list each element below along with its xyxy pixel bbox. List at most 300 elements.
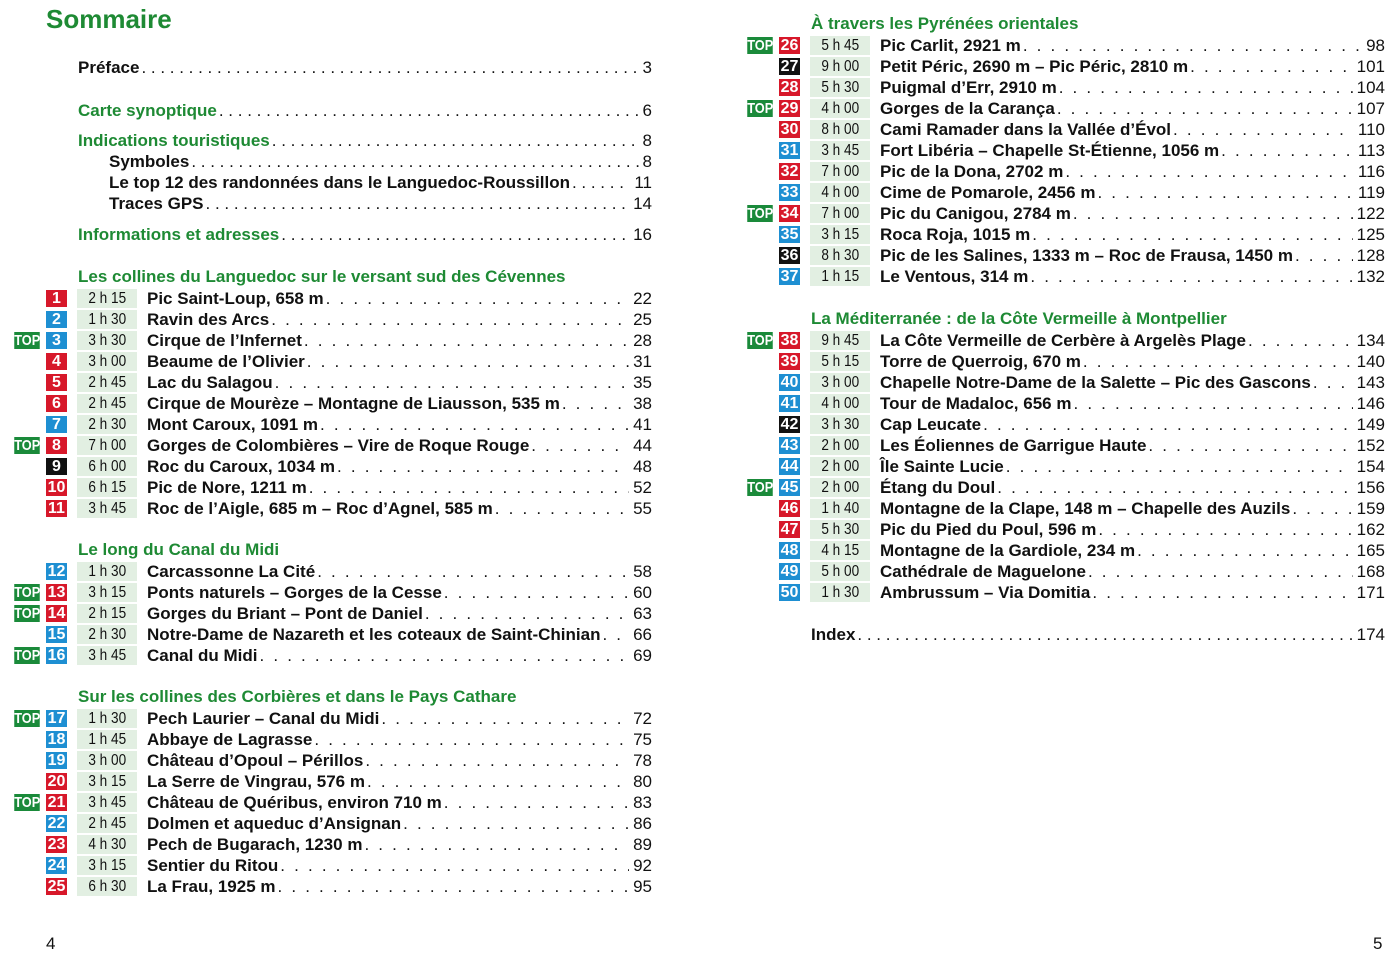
duration-box bbox=[810, 225, 870, 244]
duration-box bbox=[810, 204, 870, 223]
hike-number-badge: 22 bbox=[47, 815, 66, 832]
duration-text: 5 h 00 bbox=[821, 563, 859, 580]
hike-row[interactable] bbox=[46, 624, 652, 645]
duration-box bbox=[810, 541, 870, 560]
dot-leader bbox=[1057, 99, 1353, 119]
hike-number-badge: 40 bbox=[780, 374, 799, 391]
hike-row[interactable] bbox=[46, 351, 652, 372]
hike-row[interactable] bbox=[46, 477, 652, 498]
hike-row[interactable] bbox=[779, 372, 1385, 393]
hike-number-badge: 21 bbox=[47, 794, 66, 811]
duration-text: 8 h 30 bbox=[821, 247, 859, 264]
duration-box bbox=[810, 394, 870, 413]
duration-box bbox=[77, 646, 137, 665]
hike-row[interactable] bbox=[779, 498, 1385, 519]
hike-page: 143 bbox=[1356, 372, 1385, 392]
duration-box bbox=[77, 436, 137, 455]
dot-leader bbox=[444, 793, 629, 813]
dot-leader bbox=[1088, 562, 1353, 582]
duration-box bbox=[810, 78, 870, 97]
hike-number-badge: 39 bbox=[780, 353, 799, 370]
hike-row[interactable] bbox=[779, 414, 1385, 435]
hike-title: Ravin des Arcs bbox=[147, 309, 270, 329]
hike-title: Château de Quéribus, environ 710 m bbox=[147, 792, 442, 812]
hike-title: Lac du Salagou bbox=[147, 372, 273, 392]
duration-text: 1 h 30 bbox=[88, 710, 126, 727]
duration-text: 2 h 30 bbox=[88, 416, 126, 433]
hike-row[interactable] bbox=[779, 456, 1385, 477]
hike-number-badge: 46 bbox=[780, 500, 799, 517]
hike-number-badge: 29 bbox=[780, 100, 799, 117]
top-badge: TOP bbox=[14, 794, 41, 811]
hike-row[interactable] bbox=[779, 182, 1385, 203]
entry-label: Symboles bbox=[109, 151, 190, 171]
duration-box bbox=[810, 583, 870, 602]
hike-page: 25 bbox=[633, 309, 652, 329]
hike-title: La Serre de Vingrau, 576 m bbox=[147, 771, 365, 791]
hike-page: 35 bbox=[633, 372, 652, 392]
hike-number-badge: 13 bbox=[47, 584, 66, 601]
entry-page: 3 bbox=[642, 57, 652, 77]
dot-leader bbox=[275, 373, 629, 393]
hike-row[interactable] bbox=[747, 477, 1385, 498]
duration-text: 9 h 45 bbox=[821, 332, 859, 349]
hike-number-badge: 18 bbox=[47, 731, 66, 748]
hike-page: 89 bbox=[633, 834, 652, 854]
hike-row[interactable] bbox=[46, 834, 652, 855]
duration-text: 1 h 15 bbox=[821, 268, 859, 285]
duration-box bbox=[810, 520, 870, 539]
section-rows bbox=[747, 35, 1385, 287]
hike-page: 69 bbox=[633, 645, 652, 665]
duration-text: 2 h 45 bbox=[88, 374, 126, 391]
hike-number-badge: 1 bbox=[46, 290, 67, 307]
dot-leader bbox=[141, 58, 638, 78]
entry-page: 14 bbox=[633, 193, 652, 213]
duration-box bbox=[77, 499, 137, 518]
hike-page: 156 bbox=[1356, 477, 1385, 497]
hike-page: 125 bbox=[1356, 224, 1385, 244]
duration-text: 6 h 00 bbox=[88, 458, 126, 475]
hike-row[interactable] bbox=[46, 876, 652, 897]
hike-row[interactable] bbox=[46, 855, 652, 876]
duration-text: 7 h 00 bbox=[821, 163, 859, 180]
hike-row[interactable] bbox=[779, 582, 1385, 603]
top-badge: TOP bbox=[14, 332, 41, 349]
dot-leader bbox=[271, 310, 629, 330]
hike-number-badge: 47 bbox=[780, 521, 799, 538]
hike-row[interactable] bbox=[779, 393, 1385, 414]
hike-page: 55 bbox=[633, 498, 652, 518]
hike-title: Petit Péric, 2690 m – Pic Péric, 2810 m bbox=[880, 56, 1189, 76]
duration-box bbox=[77, 751, 137, 770]
duration-box bbox=[77, 793, 137, 812]
hike-title: Cirque de l’Infernet bbox=[147, 330, 302, 350]
duration-box bbox=[77, 394, 137, 413]
hike-row[interactable] bbox=[747, 98, 1385, 119]
hike-page: 152 bbox=[1356, 435, 1385, 455]
hike-page: 60 bbox=[633, 582, 652, 602]
hike-number-badge: 42 bbox=[780, 416, 799, 433]
hike-page: 44 bbox=[633, 435, 652, 455]
hike-title: Pic Carlit, 2921 m bbox=[880, 35, 1021, 55]
section-rows bbox=[14, 288, 652, 519]
hike-row[interactable] bbox=[46, 456, 652, 477]
hike-number-badge: 31 bbox=[780, 142, 799, 159]
hike-number-badge: 7 bbox=[46, 416, 67, 433]
dot-leader bbox=[1313, 373, 1353, 393]
hike-title: Pic du Canigou, 2784 m bbox=[880, 203, 1071, 223]
duration-text: 5 h 15 bbox=[821, 353, 859, 370]
hike-row[interactable] bbox=[779, 77, 1385, 98]
entry-page: 16 bbox=[633, 224, 652, 244]
dot-leader bbox=[281, 225, 629, 245]
hike-page: 154 bbox=[1356, 456, 1385, 476]
duration-box bbox=[77, 478, 137, 497]
hike-page: 58 bbox=[633, 561, 652, 581]
hike-number-badge: 50 bbox=[780, 584, 799, 601]
entry-label: Préface bbox=[78, 57, 140, 77]
dot-leader bbox=[562, 394, 629, 414]
entry-page: 8 bbox=[642, 130, 652, 150]
hike-number-badge: 30 bbox=[780, 121, 799, 138]
hike-title: Fort Libéria – Chapelle St-Étienne, 1056 m bbox=[880, 140, 1220, 160]
hike-row[interactable] bbox=[46, 729, 652, 750]
dot-leader bbox=[1098, 520, 1352, 540]
hike-page: 122 bbox=[1356, 203, 1385, 223]
dot-leader bbox=[403, 814, 629, 834]
hike-title: Torre de Querroig, 670 m bbox=[880, 351, 1081, 371]
hike-title: Pic de les Salines, 1333 m – Roc de Frausa, 1450 m bbox=[880, 245, 1293, 265]
hike-row[interactable] bbox=[779, 266, 1385, 287]
hike-page: 86 bbox=[633, 813, 652, 833]
hike-page: 31 bbox=[633, 351, 652, 371]
hike-title: Château d’Opoul – Périllos bbox=[147, 750, 364, 770]
hike-title: Cami Ramader dans la Vallée d’Évol bbox=[880, 119, 1172, 139]
hike-page: 168 bbox=[1356, 561, 1385, 581]
duration-box bbox=[810, 562, 870, 581]
hike-title: Gorges du Briant – Pont de Daniel bbox=[147, 603, 423, 623]
hike-row[interactable] bbox=[46, 750, 652, 771]
dot-leader bbox=[272, 131, 639, 151]
duration-text: 3 h 15 bbox=[88, 773, 126, 790]
hike-number-badge: 44 bbox=[780, 458, 799, 475]
top-badge: TOP bbox=[14, 605, 41, 622]
toc-index[interactable] bbox=[811, 624, 1385, 645]
hike-row[interactable] bbox=[14, 582, 652, 603]
duration-box bbox=[77, 289, 137, 308]
hike-row[interactable] bbox=[14, 708, 652, 729]
hike-title: Abbaye de Lagrasse bbox=[147, 729, 313, 749]
hike-row[interactable] bbox=[14, 645, 652, 666]
hike-page: 107 bbox=[1356, 98, 1385, 118]
hike-page: 75 bbox=[633, 729, 652, 749]
duration-box bbox=[77, 709, 137, 728]
hike-page: 98 bbox=[1366, 35, 1385, 55]
dot-leader bbox=[1065, 162, 1354, 182]
hike-title: Pech de Bugarach, 1230 m bbox=[147, 834, 363, 854]
hike-row[interactable] bbox=[46, 393, 652, 414]
hike-title: Roc du Caroux, 1034 m bbox=[147, 456, 336, 476]
hike-page: 28 bbox=[633, 330, 652, 350]
duration-text: 1 h 30 bbox=[821, 584, 859, 601]
duration-text: 3 h 15 bbox=[88, 857, 126, 874]
hike-number-badge: 48 bbox=[780, 542, 799, 559]
hike-title: Montagne de la Gardiole, 234 m bbox=[880, 540, 1136, 560]
duration-text: 3 h 15 bbox=[821, 226, 859, 243]
hike-number-badge: 25 bbox=[47, 878, 66, 895]
hike-page: 22 bbox=[633, 288, 652, 308]
hike-page: 116 bbox=[1357, 161, 1385, 181]
hike-row[interactable] bbox=[46, 813, 652, 834]
hike-title: Canal du Midi bbox=[147, 645, 258, 665]
duration-text: 2 h 45 bbox=[88, 815, 126, 832]
hike-title: Dolmen et aqueduc d’Ansignan bbox=[147, 813, 402, 833]
hike-page: 110 bbox=[1357, 119, 1385, 139]
hike-number-badge: 26 bbox=[780, 37, 799, 54]
entry-label: Le top 12 des randonnées dans le Languedoc-Roussillon bbox=[109, 172, 570, 192]
hike-page: 146 bbox=[1356, 393, 1385, 413]
duration-text: 4 h 30 bbox=[88, 836, 126, 853]
hike-page: 134 bbox=[1356, 330, 1385, 350]
hike-row[interactable] bbox=[747, 330, 1385, 351]
dot-leader bbox=[309, 478, 629, 498]
dot-leader bbox=[425, 604, 629, 624]
duration-box bbox=[77, 814, 137, 833]
hike-row[interactable] bbox=[747, 203, 1385, 224]
top-badge: TOP bbox=[14, 710, 41, 727]
dot-leader bbox=[365, 751, 629, 771]
dot-leader bbox=[320, 415, 629, 435]
hike-number-badge: 34 bbox=[780, 205, 799, 222]
toc-informations[interactable] bbox=[78, 224, 652, 245]
hike-row[interactable] bbox=[779, 224, 1385, 245]
duration-box bbox=[810, 457, 870, 476]
duration-text: 3 h 45 bbox=[88, 647, 126, 664]
top-badge: TOP bbox=[747, 37, 774, 54]
duration-text: 5 h 30 bbox=[821, 79, 859, 96]
hike-page: 52 bbox=[633, 477, 652, 497]
hike-number-badge: 20 bbox=[47, 773, 66, 790]
hike-title: La Côte Vermeille de Cerbère à Argelès Plage bbox=[880, 330, 1246, 350]
hike-page: 66 bbox=[633, 624, 652, 644]
hike-number-badge: 2 bbox=[46, 311, 67, 328]
duration-box bbox=[77, 730, 137, 749]
hike-row[interactable] bbox=[14, 603, 652, 624]
hike-number-badge: 9 bbox=[46, 458, 67, 475]
hike-row[interactable] bbox=[779, 245, 1385, 266]
hike-row[interactable] bbox=[46, 771, 652, 792]
duration-box bbox=[810, 120, 870, 139]
dot-leader bbox=[1059, 78, 1353, 98]
dot-leader bbox=[307, 352, 629, 372]
hike-row[interactable] bbox=[14, 330, 652, 351]
dot-leader bbox=[857, 625, 1352, 645]
duration-text: 3 h 45 bbox=[821, 142, 859, 159]
hike-title: Ponts naturels – Gorges de la Cesse bbox=[147, 582, 442, 602]
dot-leader bbox=[1190, 57, 1353, 77]
hike-row[interactable] bbox=[46, 414, 652, 435]
hike-page: 72 bbox=[633, 708, 652, 728]
entry-label: Traces GPS bbox=[109, 193, 204, 213]
duration-text: 5 h 30 bbox=[821, 521, 859, 538]
dot-leader bbox=[326, 289, 629, 309]
duration-text: 7 h 00 bbox=[821, 205, 859, 222]
hike-row[interactable] bbox=[779, 519, 1385, 540]
hike-row[interactable] bbox=[779, 351, 1385, 372]
dot-leader bbox=[1148, 436, 1352, 456]
hike-page: 101 bbox=[1356, 56, 1385, 76]
duration-text: 3 h 00 bbox=[88, 752, 126, 769]
dot-leader bbox=[997, 478, 1352, 498]
dot-leader bbox=[317, 562, 629, 582]
toc-traces-gps[interactable] bbox=[109, 193, 652, 214]
section-rows bbox=[747, 330, 1385, 603]
dot-leader bbox=[381, 709, 629, 729]
hike-title: Gorges de la Carança bbox=[880, 98, 1055, 118]
duration-text: 8 h 00 bbox=[821, 121, 859, 138]
duration-text: 2 h 15 bbox=[88, 290, 126, 307]
duration-text: 3 h 30 bbox=[88, 332, 126, 349]
hike-row[interactable] bbox=[46, 561, 652, 582]
hike-row[interactable] bbox=[46, 372, 652, 393]
hike-title: Notre-Dame de Nazareth et les coteaux de Saint-Chinian bbox=[147, 624, 601, 644]
duration-text: 4 h 00 bbox=[821, 100, 859, 117]
hike-title: Pic de la Dona, 2702 m bbox=[880, 161, 1064, 181]
hike-row[interactable] bbox=[779, 435, 1385, 456]
section-heading: Les collines du Languedoc sur le versant sud des Cévennes bbox=[78, 267, 566, 286]
hike-number-badge: 4 bbox=[46, 353, 67, 370]
duration-text: 1 h 30 bbox=[88, 563, 126, 580]
entry-label: Index bbox=[811, 624, 856, 644]
hike-row[interactable] bbox=[779, 561, 1385, 582]
duration-box bbox=[77, 310, 137, 329]
hike-page: 83 bbox=[633, 792, 652, 812]
dot-leader bbox=[983, 415, 1353, 435]
top-badge: TOP bbox=[14, 647, 41, 664]
entry-page: 6 bbox=[642, 100, 652, 120]
dot-leader bbox=[1295, 246, 1353, 266]
dot-leader bbox=[260, 646, 630, 666]
hike-number-badge: 3 bbox=[46, 332, 67, 349]
hike-page: 132 bbox=[1356, 266, 1385, 286]
duration-box bbox=[77, 331, 137, 350]
dot-leader bbox=[531, 436, 629, 456]
hike-page: 78 bbox=[633, 750, 652, 770]
hike-number-badge: 10 bbox=[47, 479, 66, 496]
top-badge: TOP bbox=[747, 205, 774, 222]
hike-row[interactable] bbox=[46, 288, 652, 309]
hike-row[interactable] bbox=[14, 435, 652, 456]
top-badge: TOP bbox=[747, 479, 774, 496]
entry-label: Indications touristiques bbox=[78, 130, 270, 150]
hike-number-badge: 27 bbox=[780, 58, 799, 75]
hike-row[interactable] bbox=[779, 119, 1385, 140]
dot-leader bbox=[280, 856, 629, 876]
hike-page: 119 bbox=[1357, 182, 1385, 202]
hike-title: Chapelle Notre-Dame de la Salette – Pic des Gascons bbox=[880, 372, 1311, 392]
duration-box bbox=[77, 625, 137, 644]
dot-leader bbox=[1248, 331, 1353, 351]
hike-number-badge: 11 bbox=[46, 500, 67, 517]
hike-page: 165 bbox=[1356, 540, 1385, 560]
hike-number-badge: 6 bbox=[46, 395, 67, 412]
hike-row[interactable] bbox=[747, 35, 1385, 56]
hike-page: 149 bbox=[1356, 414, 1385, 434]
duration-box bbox=[810, 162, 870, 181]
section-heading: La Méditerranée : de la Côte Vermeille à Montpellier bbox=[811, 309, 1227, 328]
hike-page: 104 bbox=[1356, 77, 1385, 97]
duration-text: 4 h 00 bbox=[821, 395, 859, 412]
hike-title: Cirque de Mourèze – Montagne de Liausson, 535 m bbox=[147, 393, 560, 413]
toc-indications[interactable] bbox=[78, 130, 652, 151]
hike-row[interactable] bbox=[779, 161, 1385, 182]
entry-page: 8 bbox=[642, 151, 652, 171]
section-heading: Sur les collines des Corbières et dans le Pays Cathare bbox=[78, 687, 517, 706]
toc-preface[interactable] bbox=[78, 57, 652, 78]
duration-text: 1 h 30 bbox=[88, 311, 126, 328]
section-heading: À travers les Pyrénées orientales bbox=[811, 14, 1079, 33]
duration-box bbox=[77, 856, 137, 875]
hike-page: 41 bbox=[633, 414, 652, 434]
hike-number-badge: 32 bbox=[780, 163, 799, 180]
page-number-right: 5 bbox=[1373, 934, 1383, 953]
toc-top12[interactable] bbox=[109, 172, 652, 193]
duration-text: 1 h 45 bbox=[88, 731, 126, 748]
duration-text: 2 h 15 bbox=[88, 605, 126, 622]
duration-text: 3 h 15 bbox=[88, 584, 126, 601]
toc-symboles[interactable] bbox=[109, 151, 652, 172]
hike-row[interactable] bbox=[14, 792, 652, 813]
duration-box bbox=[77, 583, 137, 602]
entry-label: Informations et adresses bbox=[78, 224, 280, 244]
section-rows bbox=[14, 561, 652, 666]
hike-row[interactable] bbox=[779, 56, 1385, 77]
hike-row[interactable] bbox=[779, 540, 1385, 561]
duration-text: 2 h 45 bbox=[88, 395, 126, 412]
duration-text: 6 h 15 bbox=[88, 479, 126, 496]
duration-box bbox=[810, 99, 870, 118]
hike-page: 140 bbox=[1356, 351, 1385, 371]
dot-leader bbox=[444, 583, 629, 603]
duration-text: 5 h 45 bbox=[821, 37, 859, 54]
dot-leader bbox=[1221, 141, 1354, 161]
hike-title: Beaume de l’Olivier bbox=[147, 351, 305, 371]
duration-box bbox=[77, 772, 137, 791]
toc-carte-synoptique[interactable] bbox=[78, 100, 652, 121]
duration-box bbox=[810, 436, 870, 455]
duration-text: 2 h 00 bbox=[821, 437, 859, 454]
hike-row[interactable] bbox=[46, 498, 652, 519]
entry-label: Carte synoptique bbox=[78, 100, 217, 120]
hike-number-badge: 28 bbox=[780, 79, 799, 96]
hike-number-badge: 15 bbox=[47, 626, 66, 643]
hike-title: Les Éoliennes de Garrigue Haute bbox=[880, 435, 1147, 455]
page-number-left: 4 bbox=[46, 934, 56, 953]
duration-text: 7 h 00 bbox=[88, 437, 126, 454]
hike-title: Mont Caroux, 1091 m bbox=[147, 414, 318, 434]
duration-text: 6 h 30 bbox=[88, 878, 126, 895]
dot-leader bbox=[1092, 583, 1352, 603]
duration-box bbox=[810, 36, 870, 55]
hike-number-badge: 49 bbox=[780, 563, 799, 580]
hike-page: 48 bbox=[633, 456, 652, 476]
hike-row[interactable] bbox=[46, 309, 652, 330]
entry-page: 174 bbox=[1356, 624, 1385, 644]
hike-row[interactable] bbox=[779, 140, 1385, 161]
dot-leader bbox=[572, 173, 630, 193]
dot-leader bbox=[1006, 457, 1353, 477]
